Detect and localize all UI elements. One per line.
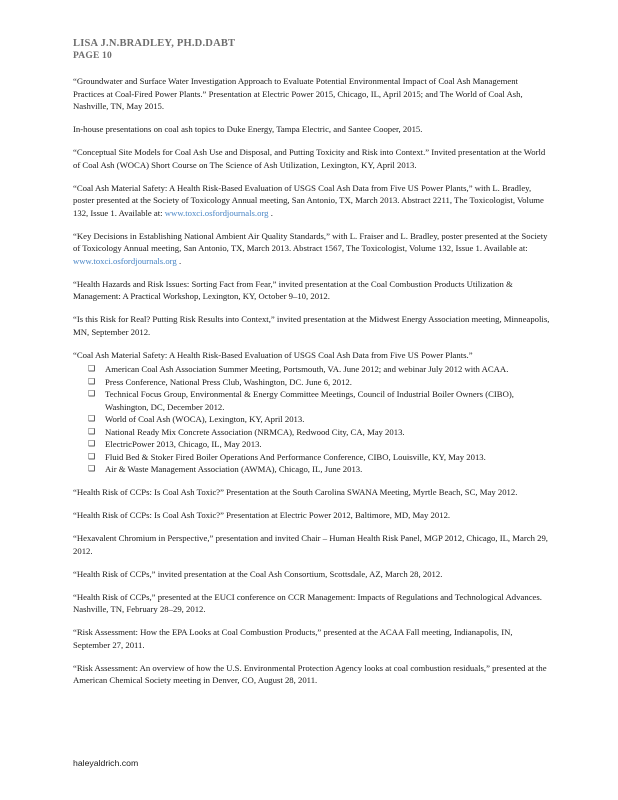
venue-list <box>73 363 551 476</box>
checkbox-bullet-icon: ❑ <box>88 376 96 386</box>
venue-item: ❑ Technical Focus Group, Environmental & Energy Committee Meetings, Council of Industrial Boiler Owners (CIBO), Washington, DC, December 2012. <box>88 389 514 412</box>
list-item: “Health Risk of CCPs,” presented at the EUCI conference on CCR Management: Impacts of Regulations and Technological Advances. Nashville, TN, February 28–29, 2012. <box>73 591 542 614</box>
list-item: “Risk Assessment: An overview of how the U.S. Environmental Protection Agency looks at coal combustion residuals,” presented at the American Chemical Society meeting in Denver, CO, August 28, 2011. <box>73 662 547 685</box>
list-item: “Coal Ash Material Safety: A Health Risk-Based Evaluation of USGS Coal Ash Data from Five US Power Plants.” ❑ American Coal Ash Association Summer Meeting, Portsmouth, VA. June 2012; and webinar July 2012 with ACAA. ❑ Press Conference, National Press Club, Washington, DC. June 6, 2012. ❑ Technical Focus Group, Environmental & Energy Committee Meetings, Council of Industrial Boiler Owners (CIBO), Washington, DC, December 2012. ❑ World of Coal Ash (WOCA), Lexington, KY, April 2013. ❑ National Ready Mix Concrete Association (NRMCA), Redwood City, CA, May 2013. ❑ ElectricPower 2013, Chicago, IL, May 2013. ❑ Fluid Bed & Stoker Fired Boiler Operations And Performance Conference, CIBO, Louisville, KY, May 2013. ❑ Air & Waste Management Association (AWMA), Chicago, IL, June 2013. <box>73 349 551 476</box>
author-name: LISA J.N.BRADLEY, PH.D.DABT <box>73 38 236 49</box>
checkbox-bullet-icon: ❑ <box>88 439 96 448</box>
list-item: In-house presentations on coal ash topics to Duke Energy, Tampa Electric, and Santee Cooper, 2015. <box>73 124 423 134</box>
footer-url[interactable]: haleyaldrich.com <box>73 758 139 768</box>
list-item: “Is this Risk for Real? Putting Risk Results into Context,” invited presentation at the Midwest Energy Association meeting, Minneapolis, MN, September 2012. <box>73 314 550 337</box>
venue-item: ❑ Fluid Bed & Stoker Fired Boiler Operations And Performance Conference, CIBO, Louisville, KY, May 2013. <box>88 451 486 462</box>
list-item: “Risk Assessment: How the EPA Looks at Coal Combustion Products,” presented at the ACAA Fall meeting, Indianapolis, IN, September 27, 2011. <box>73 627 513 650</box>
list-item: “Key Decisions in Establishing National Ambient Air Quality Standards,” with L. Fraiser and L. Bradley, poster presented at the Society of Toxicology Annual meeting, San Antonio, TX, March 2013. Abstract 1567, The Toxicologist, Volume 132, Issue 1. Available at: www.toxci.osfordjournals.org . <box>73 230 548 266</box>
list-item: “Health Risk of CCPs: Is Coal Ash Toxic?” Presentation at Electric Power 2012, Baltimore, MD, May 2012. <box>73 510 451 520</box>
checkbox-bullet-icon: ❑ <box>88 364 96 373</box>
venue-item: ❑ World of Coal Ash (WOCA), Lexington, KY, April 2013. <box>88 414 305 424</box>
venue-item: ❑ ElectricPower 2013, Chicago, IL, May 2013. <box>88 439 262 449</box>
checkbox-bullet-icon: ❑ <box>88 389 96 398</box>
presentations-list <box>73 75 551 697</box>
list-item: “Health Hazards and Risk Issues: Sorting Fact from Fear,” invited presentation at the Coal Combustion Products Utilization & Management: A Practical Workshop, Lexington, KY, October 9–10, 2012. <box>73 278 513 301</box>
page-header <box>73 37 235 62</box>
venue-item: ❑ National Ready Mix Concrete Association (NRMCA), Redwood City, CA, May 2013. <box>88 426 405 437</box>
list-item: “Conceptual Site Models for Coal Ash Use and Disposal, and Putting Toxicity and Risk into Context.” Invited presentation at the World of Coal Ash (WOCA) Short Course on The Science of Ash Utilization, Lexington, KY, April 2013. <box>73 147 546 170</box>
checkbox-bullet-icon: ❑ <box>88 451 96 461</box>
venue-item: ❑ American Coal Ash Association Summer Meeting, Portsmouth, VA. June 2012; and webinar July 2012 with ACAA. <box>88 364 509 374</box>
checkbox-bullet-icon: ❑ <box>88 464 96 473</box>
list-item: “Coal Ash Material Safety: A Health Risk-Based Evaluation of USGS Coal Ash Data from Five US Power Plants,” with L. Bradley, poster presented at the Society of Toxicology Annual meeting, San Antonio, TX, March 2013. Abstract 2211, The Toxicologist, Volume 132, Issue 1. Available at: www.toxci.osfordjournals.org . <box>73 182 544 218</box>
list-item: “Groundwater and Surface Water Investigation Approach to Evaluate Potential Environmental Impact of Coal Ash Management Practices at Coal-Fired Power Plants.” Presentation at Electric Power 2015, Chicago, IL, April 2015; and The World of Coal Ash, Nashville, TN, May 2015. <box>73 76 523 111</box>
venue-item: ❑ Press Conference, National Press Club, Washington, DC. June 6, 2012. <box>88 376 352 387</box>
journal-link[interactable]: www.toxci.osfordjournals.org <box>73 255 177 266</box>
checkbox-bullet-icon: ❑ <box>88 414 96 423</box>
venue-item: ❑ Air & Waste Management Association (AWMA), Chicago, IL, June 2013. <box>88 464 363 474</box>
list-item: “Health Risk of CCPs: Is Coal Ash Toxic?” Presentation at the South Carolina SWANA Meeting, Myrtle Beach, SC, May 2012. <box>73 487 518 497</box>
checkbox-bullet-icon: ❑ <box>88 426 96 436</box>
list-item: “Health Risk of CCPs,” invited presentation at the Coal Ash Consortium, Scottsdale, AZ, March 28, 2012. <box>73 568 443 579</box>
list-item: “Hexavalent Chromium in Perspective,” presentation and invited Chair – Human Health Risk Panel, MGP 2012, Chicago, IL, March 29, 2012. <box>73 533 548 556</box>
journal-link[interactable]: www.toxci.osfordjournals.org <box>164 207 269 218</box>
page-number: PAGE 10 <box>73 51 112 61</box>
